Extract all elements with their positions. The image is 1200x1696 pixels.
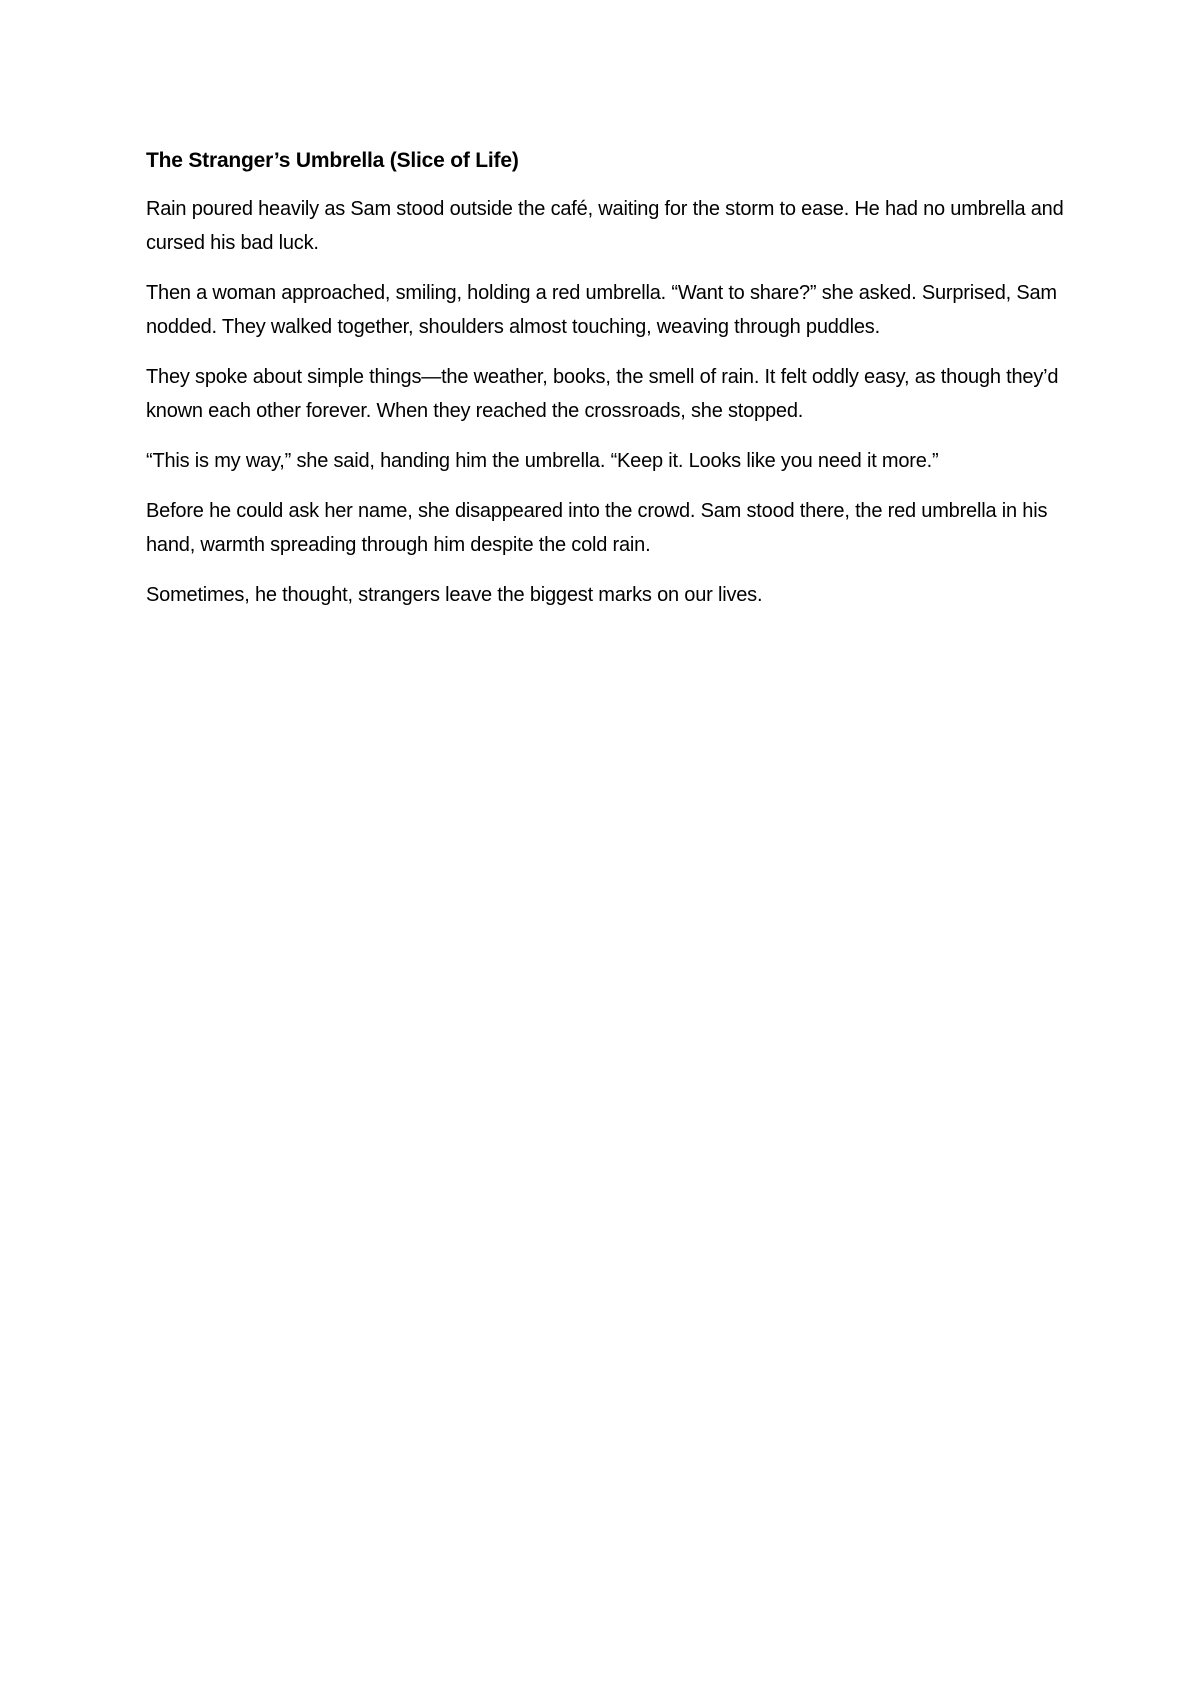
- paragraph: Then a woman approached, smiling, holding a red umbrella. “Want to share?” she asked. Surprised, Sam nodded. They walked together, shoulders almost touching, weaving through puddles.: [146, 282, 1057, 338]
- document-body: [146, 146, 1066, 628]
- paragraph: Before he could ask her name, she disappeared into the crowd. Sam stood there, the red umbrella in his hand, warmth spreading through him despite the cold rain.: [146, 500, 1048, 556]
- paragraph: They spoke about simple things—the weather, books, the smell of rain. It felt oddly easy, as though they’d known each other forever. When they reached the crossroads, she stopped.: [146, 366, 1059, 422]
- document-title: The Stranger’s Umbrella (Slice of Life): [146, 149, 519, 172]
- paragraph: Sometimes, he thought, strangers leave the biggest marks on our lives.: [146, 584, 763, 606]
- paragraph: “This is my way,” she said, handing him the umbrella. “Keep it. Looks like you need it more.”: [146, 450, 939, 472]
- paragraph: Rain poured heavily as Sam stood outside the café, waiting for the storm to ease. He had no umbrella and cursed his bad luck.: [146, 198, 1064, 254]
